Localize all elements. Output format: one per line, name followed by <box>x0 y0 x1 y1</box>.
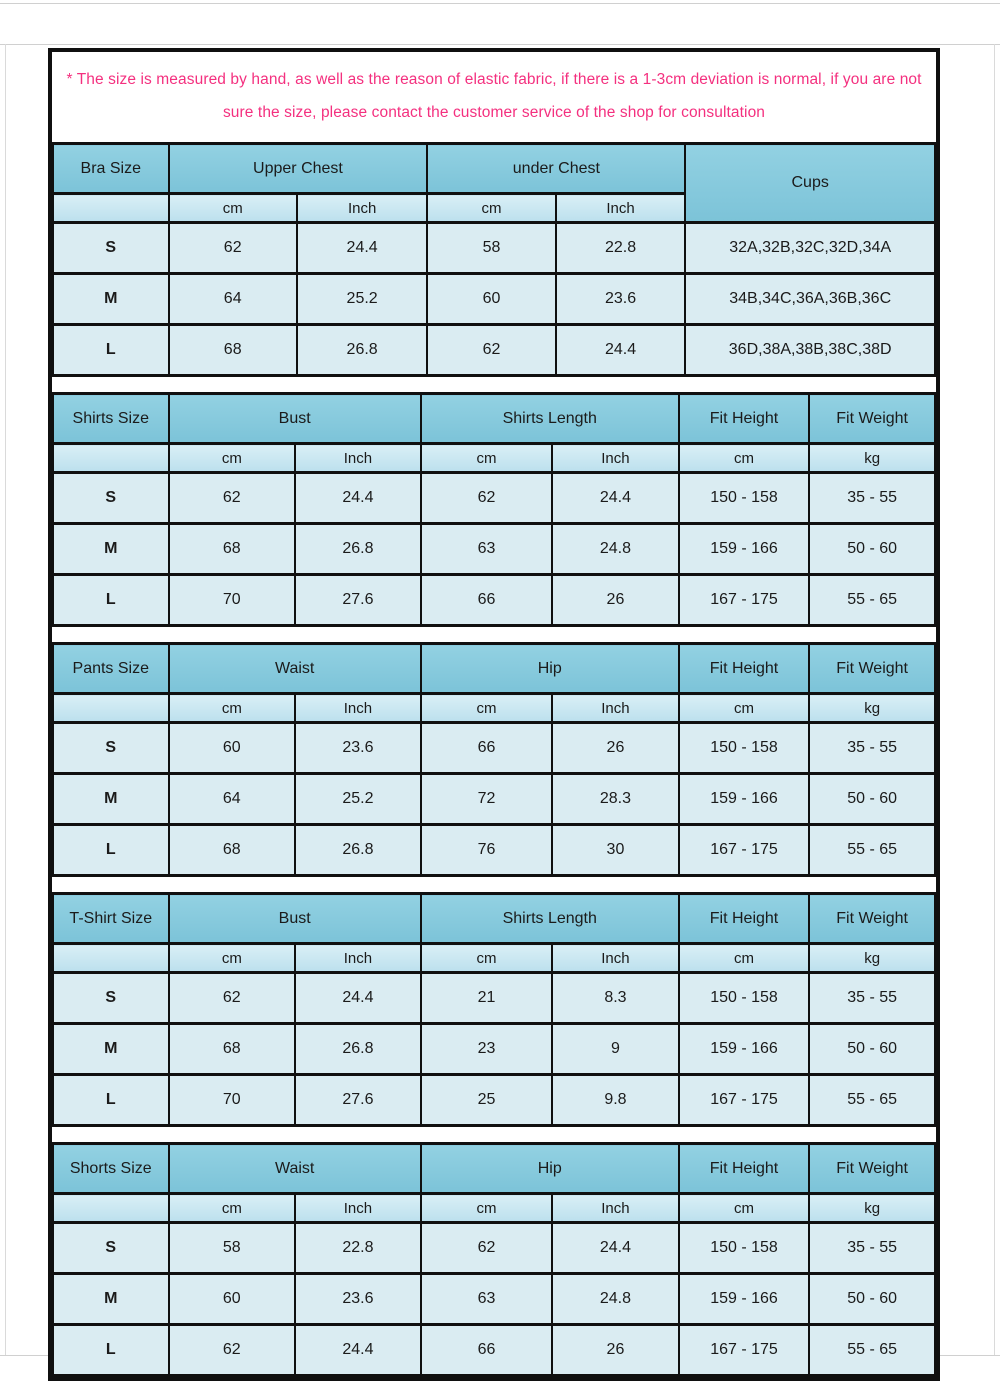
cell-pants-m-1: 25.2 <box>295 774 421 825</box>
table-row <box>53 825 935 876</box>
unit-header-kg: kg <box>809 944 935 973</box>
cell-shirts-l-1: 27.6 <box>295 575 421 626</box>
unit-header-inch: Inch <box>552 944 679 973</box>
size-column-header-bra: Bra Size <box>53 144 169 194</box>
cell-shirts-m-2: 63 <box>421 524 552 575</box>
unit-header-cm: cm <box>169 194 297 223</box>
unit-header-inch: Inch <box>297 194 428 223</box>
cell-tshirt-l-1: 27.6 <box>295 1075 421 1126</box>
col-header-bust: Bust <box>169 894 421 944</box>
cell-shirts-s-0: 62 <box>169 473 296 524</box>
cell-pants-l-1: 26.8 <box>295 825 421 876</box>
cell-tshirt-m-4: 159 - 166 <box>679 1024 810 1075</box>
table-row <box>53 274 935 325</box>
cell-shorts-l-0: 62 <box>169 1325 296 1376</box>
header-row <box>53 394 935 444</box>
col-header-waist: Waist <box>169 1144 421 1194</box>
col-header-shirts-length: Shirts Length <box>421 894 679 944</box>
row-size-label: L <box>53 1325 169 1376</box>
unit-header-cm: cm <box>421 1194 552 1223</box>
row-size-label: L <box>53 825 169 876</box>
cell-pants-m-4: 159 - 166 <box>679 774 810 825</box>
unit-header-inch: Inch <box>556 194 686 223</box>
unit-header-inch: Inch <box>295 1194 421 1223</box>
cell-shorts-l-1: 24.4 <box>295 1325 421 1376</box>
table-row <box>53 524 935 575</box>
table-row <box>53 473 935 524</box>
row-size-label: L <box>53 325 169 376</box>
cell-shirts-m-0: 68 <box>169 524 296 575</box>
cell-shorts-s-1: 22.8 <box>295 1223 421 1274</box>
cell-tshirt-l-0: 70 <box>169 1075 296 1126</box>
row-size-label: M <box>53 1024 169 1075</box>
unit-header-cm: cm <box>421 444 552 473</box>
cell-bra-m-1: 25.2 <box>297 274 428 325</box>
unit-header-cm: cm <box>421 694 552 723</box>
col-header-fit-weight: Fit Weight <box>809 1144 935 1194</box>
cell-shorts-s-2: 62 <box>421 1223 552 1274</box>
col-header-under-chest: under Chest <box>427 144 685 194</box>
cell-bra-s-4: 32A,32B,32C,32D,34A <box>685 223 935 274</box>
cell-bra-l-2: 62 <box>427 325 555 376</box>
header-row <box>53 144 935 194</box>
unit-header-cm: cm <box>679 694 810 723</box>
cell-tshirt-s-3: 8.3 <box>552 973 679 1024</box>
size-column-header-shorts: Shorts Size <box>53 1144 169 1194</box>
cell-pants-m-2: 72 <box>421 774 552 825</box>
cell-pants-s-2: 66 <box>421 723 552 774</box>
cell-pants-s-4: 150 - 158 <box>679 723 810 774</box>
cell-shorts-s-4: 150 - 158 <box>679 1223 810 1274</box>
cell-bra-l-1: 26.8 <box>297 325 428 376</box>
cell-shirts-s-3: 24.4 <box>552 473 679 524</box>
cell-pants-l-5: 55 - 65 <box>809 825 935 876</box>
unit-header-cm: cm <box>169 1194 296 1223</box>
row-size-label: L <box>53 1075 169 1126</box>
cell-shirts-m-4: 159 - 166 <box>679 524 810 575</box>
table-row <box>53 973 935 1024</box>
cell-pants-s-0: 60 <box>169 723 296 774</box>
cell-shorts-s-5: 35 - 55 <box>809 1223 935 1274</box>
cell-tshirt-l-3: 9.8 <box>552 1075 679 1126</box>
cell-shorts-l-5: 55 - 65 <box>809 1325 935 1376</box>
cell-shirts-m-5: 50 - 60 <box>809 524 935 575</box>
cell-tshirt-m-5: 50 - 60 <box>809 1024 935 1075</box>
cell-bra-l-3: 24.4 <box>556 325 686 376</box>
cell-tshirt-l-2: 25 <box>421 1075 552 1126</box>
table-row <box>53 325 935 376</box>
table-row <box>53 774 935 825</box>
unit-header-cm: cm <box>679 444 810 473</box>
cell-pants-l-4: 167 - 175 <box>679 825 810 876</box>
unit-header-cm: cm <box>169 444 296 473</box>
col-header-fit-height: Fit Height <box>679 644 810 694</box>
cell-shirts-l-5: 55 - 65 <box>809 575 935 626</box>
cell-shorts-m-2: 63 <box>421 1274 552 1325</box>
row-size-label: S <box>53 473 169 524</box>
size-chart-panel <box>48 48 940 1381</box>
cell-shirts-s-1: 24.4 <box>295 473 421 524</box>
size-column-header-shirts: Shirts Size <box>53 394 169 444</box>
cell-pants-m-5: 50 - 60 <box>809 774 935 825</box>
unit-header-inch: Inch <box>552 1194 679 1223</box>
header-row <box>53 894 935 944</box>
cell-shorts-m-1: 23.6 <box>295 1274 421 1325</box>
cell-tshirt-s-4: 150 - 158 <box>679 973 810 1024</box>
cell-bra-s-3: 22.8 <box>556 223 686 274</box>
cell-shorts-m-5: 50 - 60 <box>809 1274 935 1325</box>
unit-header-cm: cm <box>679 944 810 973</box>
unit-header-row <box>53 944 935 973</box>
header-row <box>53 644 935 694</box>
size-table-shorts <box>52 1142 936 1377</box>
table-row <box>53 1274 935 1325</box>
cell-shirts-s-5: 35 - 55 <box>809 473 935 524</box>
col-header-fit-height: Fit Height <box>679 894 810 944</box>
size-tables-container <box>52 142 936 1377</box>
cell-tshirt-m-0: 68 <box>169 1024 296 1075</box>
unit-header-inch: Inch <box>295 444 421 473</box>
size-table-tshirt <box>52 892 936 1127</box>
col-header-bust: Bust <box>169 394 421 444</box>
col-header-hip: Hip <box>421 644 679 694</box>
cell-pants-s-3: 26 <box>552 723 679 774</box>
size-subheader-empty <box>53 694 169 723</box>
row-size-label: M <box>53 524 169 575</box>
cell-tshirt-s-2: 21 <box>421 973 552 1024</box>
cell-shorts-s-0: 58 <box>169 1223 296 1274</box>
cell-tshirt-s-1: 24.4 <box>295 973 421 1024</box>
cell-pants-m-0: 64 <box>169 774 296 825</box>
unit-header-row <box>53 444 935 473</box>
cell-bra-m-2: 60 <box>427 274 555 325</box>
row-size-label: M <box>53 1274 169 1325</box>
size-subheader-empty <box>53 1194 169 1223</box>
cell-shirts-m-1: 26.8 <box>295 524 421 575</box>
row-size-label: M <box>53 774 169 825</box>
size-subheader-empty <box>53 194 169 223</box>
col-header-fit-weight: Fit Weight <box>809 394 935 444</box>
cell-shorts-m-0: 60 <box>169 1274 296 1325</box>
cell-shirts-m-3: 24.8 <box>552 524 679 575</box>
cell-shirts-s-2: 62 <box>421 473 552 524</box>
cell-tshirt-m-3: 9 <box>552 1024 679 1075</box>
row-size-label: S <box>53 723 169 774</box>
unit-header-row <box>53 694 935 723</box>
measurement-note: * The size is measured by hand, as well as the reason of elastic fabric, if there is a 1-3cm deviation is normal, if you are not sure the size, please contact the customer service of the shop for consultation <box>66 71 922 121</box>
unit-header-inch: Inch <box>295 944 421 973</box>
cell-bra-m-3: 23.6 <box>556 274 686 325</box>
unit-header-cm: cm <box>169 694 296 723</box>
cell-pants-l-3: 30 <box>552 825 679 876</box>
cell-bra-m-0: 64 <box>169 274 297 325</box>
cell-tshirt-l-4: 167 - 175 <box>679 1075 810 1126</box>
col-header-fit-weight: Fit Weight <box>809 644 935 694</box>
unit-header-inch: Inch <box>552 444 679 473</box>
col-header-waist: Waist <box>169 644 421 694</box>
size-table-bra <box>52 142 936 377</box>
row-size-label: S <box>53 973 169 1024</box>
cell-tshirt-l-5: 55 - 65 <box>809 1075 935 1126</box>
cell-shorts-m-3: 24.8 <box>552 1274 679 1325</box>
col-header-upper-chest: Upper Chest <box>169 144 428 194</box>
cell-shirts-l-2: 66 <box>421 575 552 626</box>
page-border-line-right <box>994 44 995 1355</box>
cell-pants-s-5: 35 - 55 <box>809 723 935 774</box>
unit-header-cm: cm <box>169 944 296 973</box>
col-header-fit-height: Fit Height <box>679 394 810 444</box>
size-table-shirts <box>52 392 936 627</box>
cell-shirts-l-4: 167 - 175 <box>679 575 810 626</box>
row-size-label: M <box>53 274 169 325</box>
cell-bra-s-1: 24.4 <box>297 223 428 274</box>
col-header-fit-weight: Fit Weight <box>809 894 935 944</box>
cell-pants-l-0: 68 <box>169 825 296 876</box>
cell-tshirt-m-1: 26.8 <box>295 1024 421 1075</box>
table-row <box>53 723 935 774</box>
cell-shirts-s-4: 150 - 158 <box>679 473 810 524</box>
size-table-pants <box>52 642 936 877</box>
table-row <box>53 1223 935 1274</box>
cell-shorts-m-4: 159 - 166 <box>679 1274 810 1325</box>
cell-bra-m-4: 34B,34C,36A,36B,36C <box>685 274 935 325</box>
unit-header-cm: cm <box>421 944 552 973</box>
table-row <box>53 1075 935 1126</box>
page-border-line-top <box>0 3 1000 4</box>
unit-header-inch: Inch <box>552 694 679 723</box>
cell-shirts-l-3: 26 <box>552 575 679 626</box>
cell-shorts-l-3: 26 <box>552 1325 679 1376</box>
cell-tshirt-s-5: 35 - 55 <box>809 973 935 1024</box>
page-border-line-left <box>5 44 6 1355</box>
cell-bra-l-4: 36D,38A,38B,38C,38D <box>685 325 935 376</box>
unit-header-row <box>53 1194 935 1223</box>
cell-tshirt-m-2: 23 <box>421 1024 552 1075</box>
cell-pants-s-1: 23.6 <box>295 723 421 774</box>
table-row <box>53 223 935 274</box>
size-column-header-tshirt: T-Shirt Size <box>53 894 169 944</box>
cell-pants-m-3: 28.3 <box>552 774 679 825</box>
cell-bra-s-0: 62 <box>169 223 297 274</box>
size-column-header-pants: Pants Size <box>53 644 169 694</box>
unit-header-kg: kg <box>809 694 935 723</box>
col-header-cups: Cups <box>685 144 935 223</box>
size-subheader-empty <box>53 444 169 473</box>
row-size-label: S <box>53 1223 169 1274</box>
cell-shorts-l-4: 167 - 175 <box>679 1325 810 1376</box>
cell-bra-l-0: 68 <box>169 325 297 376</box>
cell-shirts-l-0: 70 <box>169 575 296 626</box>
cell-bra-s-2: 58 <box>427 223 555 274</box>
table-row <box>53 1325 935 1376</box>
unit-header-cm: cm <box>427 194 555 223</box>
table-row <box>53 575 935 626</box>
row-size-label: S <box>53 223 169 274</box>
size-subheader-empty <box>53 944 169 973</box>
page-border-line-upper <box>0 44 1000 45</box>
table-row <box>53 1024 935 1075</box>
unit-header-kg: kg <box>809 1194 935 1223</box>
col-header-shirts-length: Shirts Length <box>421 394 679 444</box>
unit-header-cm: cm <box>679 1194 810 1223</box>
cell-tshirt-s-0: 62 <box>169 973 296 1024</box>
row-size-label: L <box>53 575 169 626</box>
col-header-hip: Hip <box>421 1144 679 1194</box>
unit-header-kg: kg <box>809 444 935 473</box>
col-header-fit-height: Fit Height <box>679 1144 810 1194</box>
cell-shorts-l-2: 66 <box>421 1325 552 1376</box>
header-row <box>53 1144 935 1194</box>
cell-shorts-s-3: 24.4 <box>552 1223 679 1274</box>
cell-pants-l-2: 76 <box>421 825 552 876</box>
unit-header-inch: Inch <box>295 694 421 723</box>
